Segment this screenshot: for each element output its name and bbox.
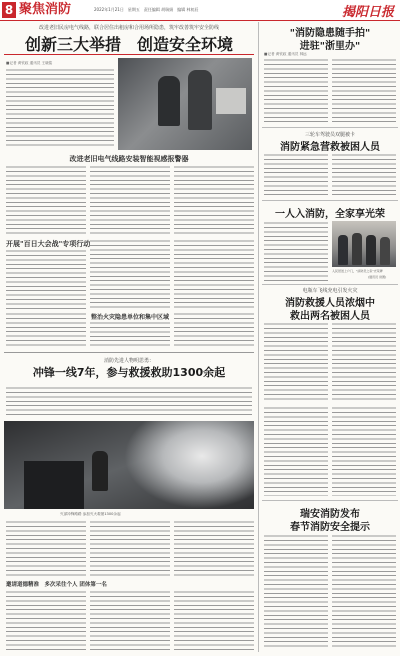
page-number: 8 bbox=[2, 2, 16, 18]
lead-subheading-2: 开展"百日大会战"专项行动 bbox=[6, 240, 91, 248]
lead-text-col-7 bbox=[6, 312, 86, 346]
right-divider-1 bbox=[262, 127, 398, 128]
right3-text bbox=[264, 221, 328, 281]
right4-kicker: 电瓶车飞线充电引发火灾 bbox=[302, 288, 358, 294]
lead-subheading-1: 改进老旧电气线路安装智能视感报警器 bbox=[69, 155, 189, 163]
lead-text-col-2 bbox=[90, 165, 170, 235]
lead-photo bbox=[118, 58, 252, 150]
lead-text-col-3 bbox=[174, 165, 254, 235]
lead-text-col-5 bbox=[90, 239, 170, 309]
right4-headline-2: 救出两名被困人员 bbox=[290, 311, 370, 322]
section-title: 聚焦消防 bbox=[19, 2, 72, 17]
hero-text-col-5 bbox=[90, 590, 170, 650]
hero-kicker: 消防先进人物明思勇： bbox=[103, 358, 154, 364]
right2-kicker: 三轮车驾驶员双腿被卡 bbox=[304, 132, 355, 138]
lead-divider bbox=[4, 54, 254, 55]
right5-headline-2: 春节消防安全提示 bbox=[290, 522, 370, 533]
lead-headline: 创新三大举措 创造安全环境 bbox=[24, 35, 233, 54]
hero-headline: 冲锋一线7年，参与救援救助1300余起 bbox=[32, 366, 226, 379]
right3-photo-caption: 入民居送上户门，"消防员之家"光荣牌 bbox=[332, 269, 383, 273]
right4-text-col-2 bbox=[332, 322, 396, 402]
lead-text-col-8 bbox=[90, 321, 170, 346]
right-divider-3 bbox=[262, 284, 398, 285]
column-divider bbox=[258, 22, 259, 652]
lead-text-col-9 bbox=[174, 312, 254, 346]
hero-text-col-6 bbox=[174, 590, 254, 650]
right1-byline: ■记者 黄钦政 通讯员 林远 bbox=[264, 52, 307, 56]
lead-text-col-1 bbox=[6, 165, 86, 235]
right1-headline-1: "消防隐患随手拍" bbox=[289, 28, 371, 39]
lead-text-col-6 bbox=[174, 239, 254, 309]
right3-headline: 一人入消防，全家享光荣 bbox=[275, 209, 385, 220]
hero-photo bbox=[4, 421, 254, 509]
hero-text-col-1 bbox=[6, 520, 86, 576]
hero-text-col-4 bbox=[6, 590, 86, 650]
right1-text-col-2 bbox=[332, 58, 396, 124]
right4-text-col-4 bbox=[332, 406, 396, 496]
right3-photo bbox=[332, 221, 396, 267]
section-divider bbox=[4, 352, 254, 353]
lead-body-text bbox=[6, 68, 114, 146]
hero-intro-text bbox=[6, 386, 252, 418]
right1-headline-2: 进驻"浙里办" bbox=[299, 41, 361, 52]
lead-kicker: 改进老旧民房电气线路，联合居住出租房和合用场所隐患，筑牢改善筑牢安全防线 bbox=[38, 25, 219, 31]
newspaper-logo: 揭阳日报 bbox=[341, 5, 394, 20]
right1-text-col-1 bbox=[264, 58, 328, 124]
right-divider-2 bbox=[262, 200, 398, 201]
right2-text-col-1 bbox=[264, 153, 328, 197]
hero-text-col-3 bbox=[174, 520, 254, 576]
issue-meta: 2022年1月21日 星期五 责任编辑 胡瑞娟 编辑 林初辰 bbox=[94, 7, 199, 12]
right-divider-4 bbox=[262, 500, 398, 501]
lead-byline: ■记者 黄钦政 通讯员 王晓铭 bbox=[6, 61, 53, 65]
hero-subheading: 邀请道德精准 多次采往个人 团体第一名 bbox=[6, 582, 107, 588]
right4-headline-1: 消防救援人员浓烟中 bbox=[285, 298, 375, 309]
right5-text-col-2 bbox=[332, 534, 396, 650]
hero-text-col-2 bbox=[90, 520, 170, 576]
right4-text-col-1 bbox=[264, 322, 328, 402]
masthead bbox=[0, 0, 400, 21]
right2-text-col-2 bbox=[332, 153, 396, 197]
lead-text-col-4 bbox=[6, 249, 86, 309]
right5-headline-1: 瑞安消防发布 bbox=[300, 509, 360, 520]
right5-text-col-1 bbox=[264, 534, 328, 650]
hero-photo-caption: 灭部冲锋路路 参加灭火救援1300余起 bbox=[60, 512, 121, 516]
right3-photo-caption-2: (通讯员 供图) bbox=[368, 275, 387, 279]
right4-text-col-3 bbox=[264, 406, 328, 496]
lead-subheading-3: 整治火灾隐患单位和集中区域 bbox=[90, 314, 169, 321]
right2-headline: 消防紧急营救被困人员 bbox=[280, 142, 380, 153]
